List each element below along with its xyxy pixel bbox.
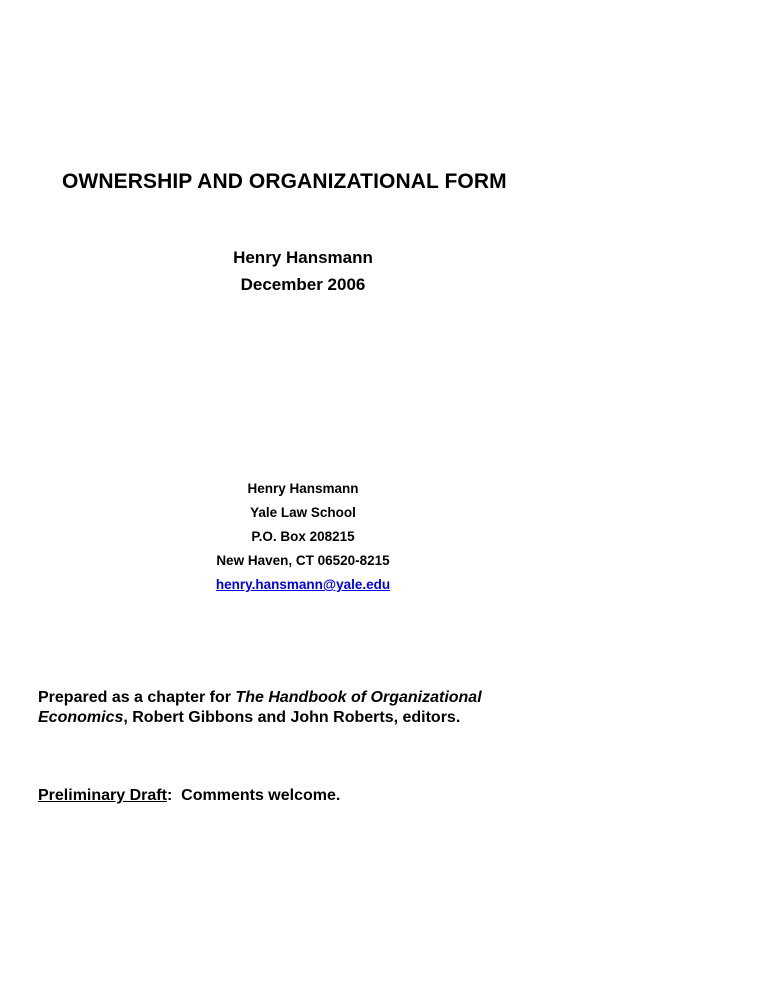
note-prefix: Prepared as a chapter for bbox=[38, 689, 236, 706]
document-title: OWNERSHIP AND ORGANIZATIONAL FORM bbox=[62, 170, 507, 193]
address-institution: Yale Law School bbox=[250, 505, 356, 520]
draft-label: Preliminary Draft bbox=[38, 787, 167, 804]
draft-colon: : bbox=[166, 787, 173, 804]
address-po-box: P.O. Box 208215 bbox=[251, 529, 355, 544]
draft-text: Comments welcome. bbox=[172, 787, 341, 804]
author-name: Henry Hansmann bbox=[233, 248, 373, 267]
chapter-note-line-1 bbox=[38, 688, 482, 708]
book-title-part-2: Economics bbox=[38, 709, 124, 726]
draft-notice bbox=[38, 786, 340, 806]
chapter-note-line-2 bbox=[38, 708, 482, 728]
document-date: December 2006 bbox=[240, 275, 366, 294]
book-title-part-1: The Handbook of Organizational bbox=[235, 689, 482, 706]
note-suffix: , Robert Gibbons and John Roberts, editors. bbox=[123, 709, 461, 726]
email-link[interactable]: henry.hansmann@yale.edu bbox=[215, 577, 391, 592]
address-name: Henry Hansmann bbox=[247, 481, 359, 496]
chapter-note bbox=[38, 688, 482, 728]
address-email-row bbox=[0, 577, 606, 592]
address-city: New Haven, CT 06520-8215 bbox=[216, 553, 390, 568]
